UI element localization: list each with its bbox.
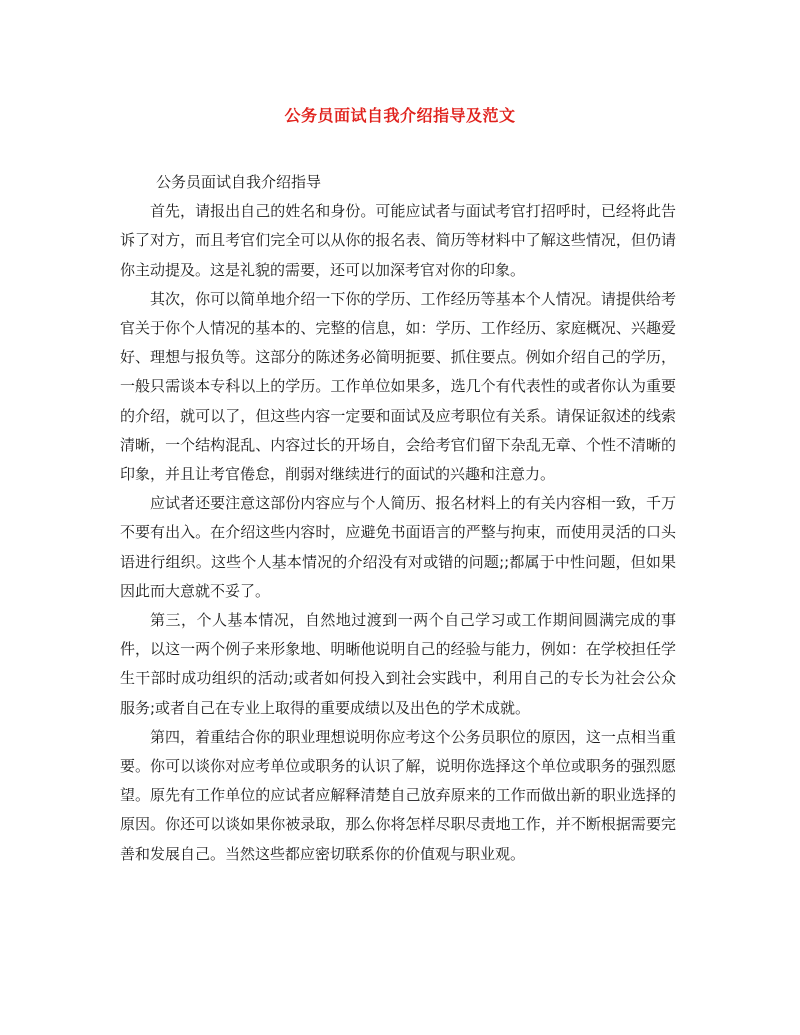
paragraph-5: 第四，着重结合你的职业理想说明你应考这个公务员职位的原因，这一点相当重要。你可以谈你对应考单位或职务的认识了解，说明你选择这个单位或职务的强烈愿望。原先有工作单位的应试者应解释清楚自己放弃原来的工作而做出新的职业选择的原因。你还可以谈如果你被录取，那么你将怎样尽职尽责地工作，并不断根据需要完善和发展自己。当然这些都应密切联系你的价值观与职业观。 [120, 727, 676, 863]
paragraph-4: 第三，个人基本情况，自然地过渡到一两个自己学习或工作期间圆满完成的事件，以这一两个例子来形象地、明晰他说明自己的经验与能力，例如：在学校担任学生干部时成功组织的活动;或者如何投入到社会实践中，利用自己的专长为社会公众服务;或者自己在专业上取得的重要成绩以及出色的学术成就。 [120, 611, 676, 717]
document-title: 公务员面试自我介绍指导及范文 [284, 106, 516, 125]
section-heading: 公务员面试自我介绍指导 [156, 173, 322, 191]
document-body [120, 168, 676, 869]
paragraph-3: 应试者还要注意这部份内容应与个人简历、报名材料上的有关内容相一致，千万不要有出入。在介绍这些内容时，应避免书面语言的严整与拘束，而使用灵活的口头语进行组织。这些个人基本情况的介绍没有对或错的问题;;都属于中性问题，但如果因此而大意就不妥了。 [120, 494, 676, 600]
paragraph-2: 其次，你可以简单地介绍一下你的学历、工作经历等基本个人情况。请提供给考官关于你个人情况的基本的、完整的信息，如：学历、工作经历、家庭概况、兴趣爱好、理想与报负等。这部分的陈述务必简明扼要、抓住要点。例如介绍自己的学历，一般只需谈本专科以上的学历。工作单位如果多，选几个有代表性的或者你认为重要的介绍，就可以了，但这些内容一定要和面试及应考职位有关系。请保证叙述的线索清晰，一个结构混乱、内容过长的开场自，会给考官们留下杂乱无章、个性不清晰的印象，并且让考官倦怠，削弱对继续进行的面试的兴趣和注意力。 [120, 289, 676, 484]
paragraph-1: 首先，请报出自己的姓名和身份。可能应试者与面试考官打招呼时，已经将此告诉了对方，而且考官们完全可以从你的报名表、简历等材料中了解这些情况，但仍请你主动提及。这是礼貌的需要，还可以加深考官对你的印象。 [120, 202, 676, 279]
